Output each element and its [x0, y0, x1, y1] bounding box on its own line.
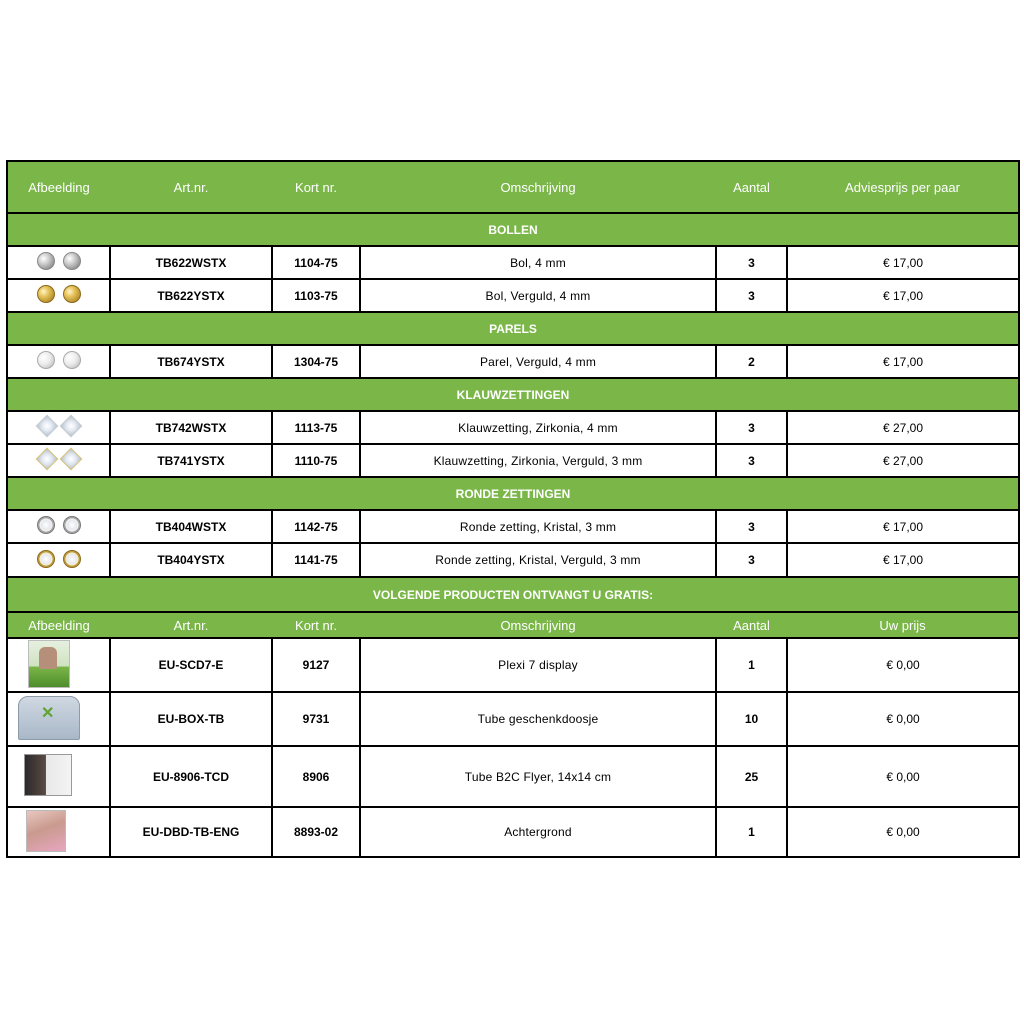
- kort-nr: 9731: [272, 692, 360, 746]
- image-cell: [7, 807, 110, 857]
- silver-ball-icon: [37, 252, 81, 270]
- kort-nr: 8906: [272, 746, 360, 807]
- section-row: [7, 477, 1019, 510]
- price: € 27,00: [787, 411, 1019, 444]
- kort-nr: 1113-75: [272, 411, 360, 444]
- quantity: 3: [716, 279, 787, 312]
- zirconia-claw-icon: [39, 418, 79, 434]
- quantity: 3: [716, 543, 787, 577]
- kort-nr: 1104-75: [272, 246, 360, 279]
- price: € 17,00: [787, 246, 1019, 279]
- description: Tube geschenkdoosje: [360, 692, 716, 746]
- image-cell: [7, 411, 110, 444]
- art-nr: EU-DBD-TB-ENG: [110, 807, 272, 857]
- image-cell: [7, 746, 110, 807]
- art-nr: TB404WSTX: [110, 510, 272, 543]
- kort-nr: 1110-75: [272, 444, 360, 477]
- background-thumbnail: [26, 810, 66, 852]
- image-cell: [7, 638, 110, 692]
- quantity: 25: [716, 746, 787, 807]
- price: € 27,00: [787, 444, 1019, 477]
- section-row: [7, 378, 1019, 411]
- price: € 17,00: [787, 510, 1019, 543]
- quantity: 3: [716, 411, 787, 444]
- image-cell: [7, 543, 110, 577]
- price: € 17,00: [787, 543, 1019, 577]
- quantity: 10: [716, 692, 787, 746]
- section-row: [7, 577, 1019, 612]
- gold-crystal-setting-icon: [37, 550, 81, 568]
- table-row: [7, 444, 1019, 477]
- kort-nr: 1142-75: [272, 510, 360, 543]
- section-row: [7, 213, 1019, 246]
- description: Achtergrond: [360, 807, 716, 857]
- quantity: 3: [716, 444, 787, 477]
- description: Klauwzetting, Zirkonia, 4 mm: [360, 411, 716, 444]
- description: Bol, Verguld, 4 mm: [360, 279, 716, 312]
- kort-nr: 1103-75: [272, 279, 360, 312]
- crystal-setting-icon: [37, 516, 81, 534]
- section-klauwzettingen: KLAUWZETTINGEN: [7, 378, 1019, 411]
- col-omschrijving: Omschrijving: [360, 612, 716, 638]
- section-parels: PARELS: [7, 312, 1019, 345]
- section-gratis: VOLGENDE PRODUCTEN ONTVANGT U GRATIS:: [7, 577, 1019, 612]
- gift-box-thumbnail: [18, 696, 80, 740]
- art-nr: TB404YSTX: [110, 543, 272, 577]
- display-thumbnail: [28, 640, 70, 688]
- col-artnr: Art.nr.: [110, 612, 272, 638]
- col-kortnr: Kort nr.: [272, 612, 360, 638]
- price: € 17,00: [787, 279, 1019, 312]
- table-row: [7, 807, 1019, 857]
- quantity: 3: [716, 510, 787, 543]
- quantity: 1: [716, 638, 787, 692]
- table-row: [7, 246, 1019, 279]
- col-uw-prijs: Uw prijs: [787, 612, 1019, 638]
- image-cell: [7, 692, 110, 746]
- art-nr: TB741YSTX: [110, 444, 272, 477]
- gold-zirconia-claw-icon: [39, 451, 79, 467]
- price: € 0,00: [787, 807, 1019, 857]
- description: Tube B2C Flyer, 14x14 cm: [360, 746, 716, 807]
- description: Ronde zetting, Kristal, Verguld, 3 mm: [360, 543, 716, 577]
- image-cell: [7, 246, 110, 279]
- table-row: [7, 692, 1019, 746]
- col-prijs: Adviesprijs per paar: [787, 161, 1019, 213]
- table-row: [7, 638, 1019, 692]
- col-artnr: Art.nr.: [110, 161, 272, 213]
- image-cell: [7, 345, 110, 378]
- section-bollen: BOLLEN: [7, 213, 1019, 246]
- description: Klauwzetting, Zirkonia, Verguld, 3 mm: [360, 444, 716, 477]
- image-cell: [7, 444, 110, 477]
- col-aantal: Aantal: [716, 161, 787, 213]
- price: € 0,00: [787, 638, 1019, 692]
- product-table: [6, 160, 1020, 858]
- col-kortnr: Kort nr.: [272, 161, 360, 213]
- art-nr: EU-BOX-TB: [110, 692, 272, 746]
- art-nr: TB622WSTX: [110, 246, 272, 279]
- table-row: [7, 510, 1019, 543]
- quantity: 3: [716, 246, 787, 279]
- pearl-icon: [37, 351, 81, 369]
- image-cell: [7, 279, 110, 312]
- col-omschrijving: Omschrijving: [360, 161, 716, 213]
- art-nr: EU-8906-TCD: [110, 746, 272, 807]
- art-nr: TB742WSTX: [110, 411, 272, 444]
- table-header-free: [7, 612, 1019, 638]
- description: Bol, 4 mm: [360, 246, 716, 279]
- price: € 0,00: [787, 692, 1019, 746]
- gold-ball-icon: [37, 285, 81, 303]
- art-nr: TB622YSTX: [110, 279, 272, 312]
- col-afbeelding: Afbeelding: [7, 612, 110, 638]
- col-aantal: Aantal: [716, 612, 787, 638]
- col-afbeelding: Afbeelding: [7, 161, 110, 213]
- section-row: [7, 312, 1019, 345]
- kort-nr: 8893-02: [272, 807, 360, 857]
- price: € 17,00: [787, 345, 1019, 378]
- table-row: [7, 345, 1019, 378]
- description: Plexi 7 display: [360, 638, 716, 692]
- kort-nr: 1304-75: [272, 345, 360, 378]
- section-ronde-zettingen: RONDE ZETTINGEN: [7, 477, 1019, 510]
- description: Parel, Verguld, 4 mm: [360, 345, 716, 378]
- quantity: 1: [716, 807, 787, 857]
- kort-nr: 1141-75: [272, 543, 360, 577]
- table-header: [7, 161, 1019, 213]
- description: Ronde zetting, Kristal, 3 mm: [360, 510, 716, 543]
- price: € 0,00: [787, 746, 1019, 807]
- art-nr: EU-SCD7-E: [110, 638, 272, 692]
- kort-nr: 9127: [272, 638, 360, 692]
- table-row: [7, 746, 1019, 807]
- quantity: 2: [716, 345, 787, 378]
- art-nr: TB674YSTX: [110, 345, 272, 378]
- table-row: [7, 411, 1019, 444]
- image-cell: [7, 510, 110, 543]
- flyer-thumbnail: [24, 754, 72, 796]
- table-row: [7, 279, 1019, 312]
- table-row: [7, 543, 1019, 577]
